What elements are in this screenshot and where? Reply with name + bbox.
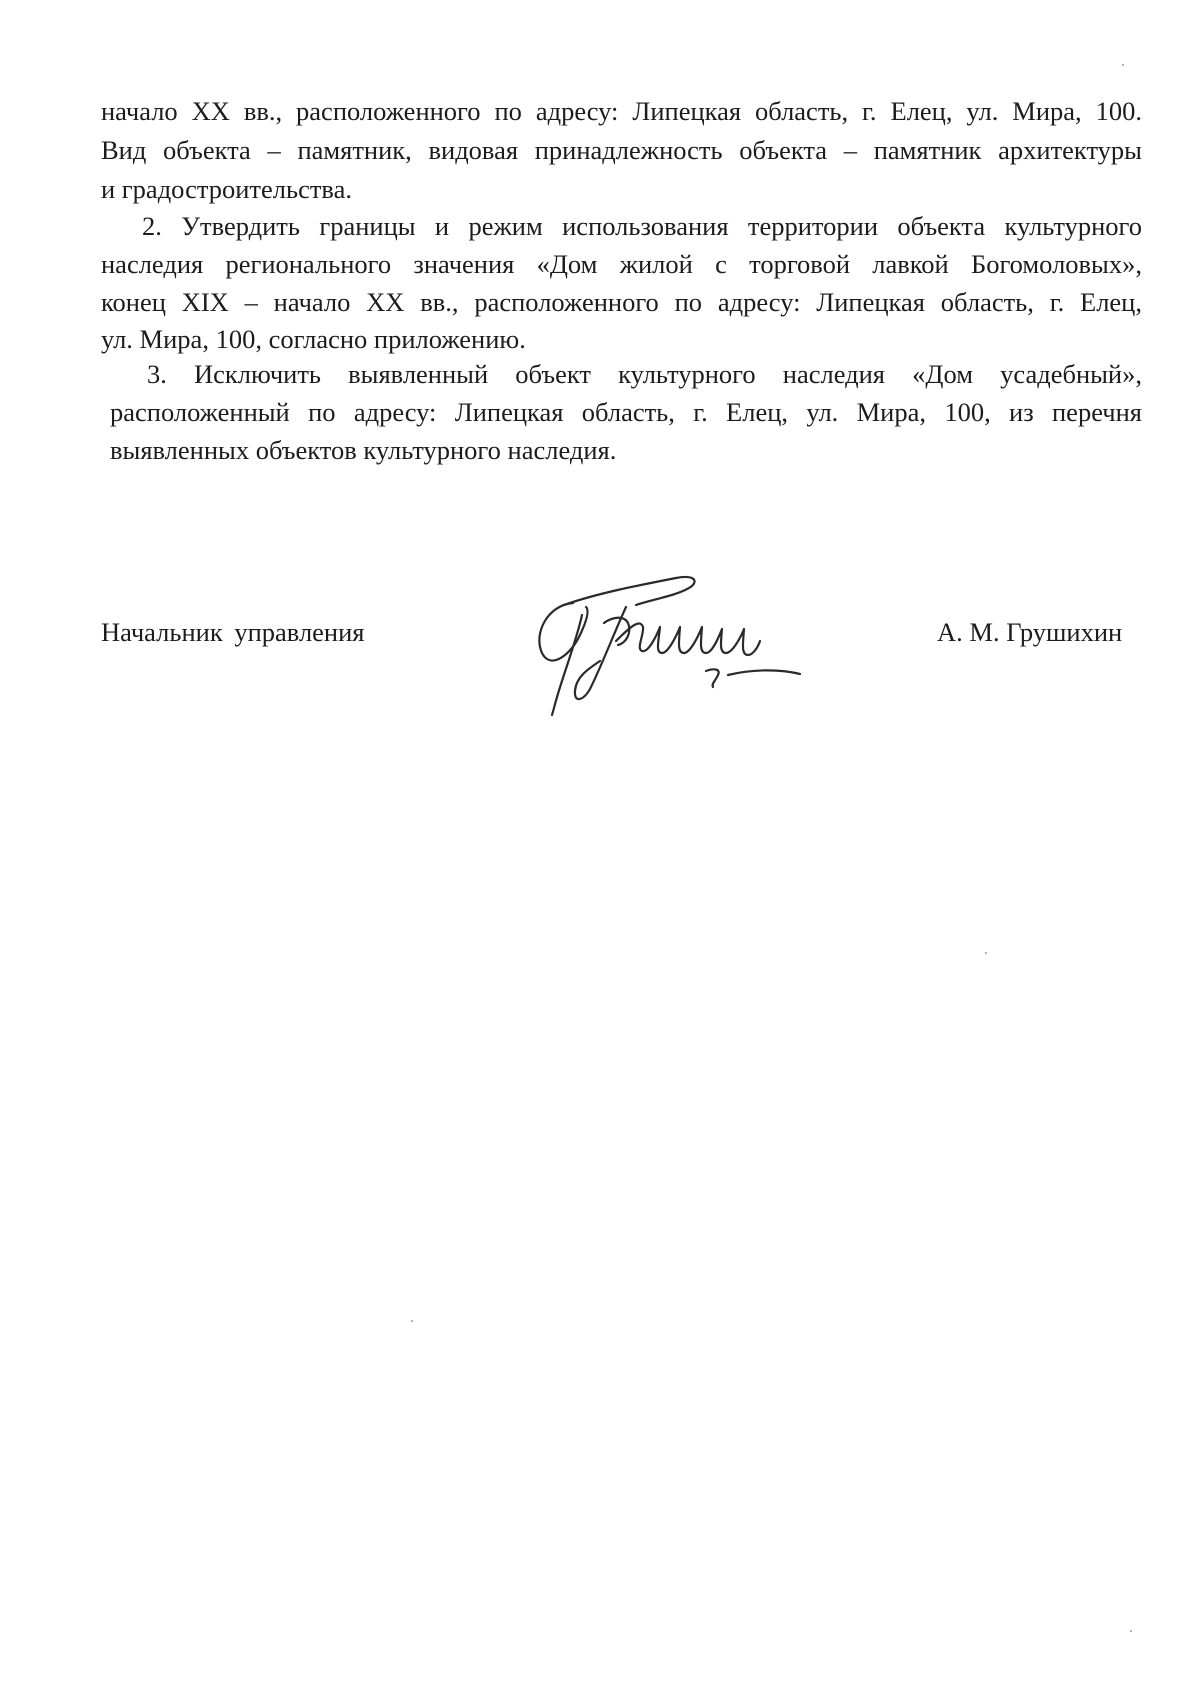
scan-speck	[1130, 1630, 1132, 1632]
signatory-position: Начальник управления	[101, 617, 365, 647]
body-line: конец XIX – начало XX вв., расположенного по адресу: Липецкая область, г. Елец,	[101, 287, 1142, 317]
item-2-line: 2. Утвердить границы и режим использования территории объекта культурного	[142, 211, 1142, 241]
scan-speck	[411, 1320, 413, 1322]
body-line: расположенный по адресу: Липецкая область, г. Елец, ул. Мира, 100, из перечня	[110, 397, 1142, 427]
item-3-line: 3. Исключить выявленный объект культурного наследия «Дом усадебный»,	[147, 359, 1142, 389]
body-line: начало XX вв., расположенного по адресу: Липецкая область, г. Елец, ул. Мира, 100.	[101, 96, 1142, 126]
body-line: ул. Мира, 100, согласно приложению.	[101, 324, 526, 354]
body-line: наследия регионального значения «Дом жилой с торговой лавкой Богомоловых»,	[101, 249, 1142, 279]
handwritten-signature	[528, 565, 858, 730]
body-line: Вид объекта – памятник, видовая принадлежность объекта – памятник архитектуры	[101, 135, 1142, 165]
scan-speck	[985, 952, 987, 954]
body-line: выявленных объектов культурного наследия.	[110, 435, 617, 465]
signatory-name: А. М. Грушихин	[937, 617, 1123, 647]
scan-speck	[1122, 64, 1124, 66]
body-line: и градостроительства.	[101, 174, 352, 204]
